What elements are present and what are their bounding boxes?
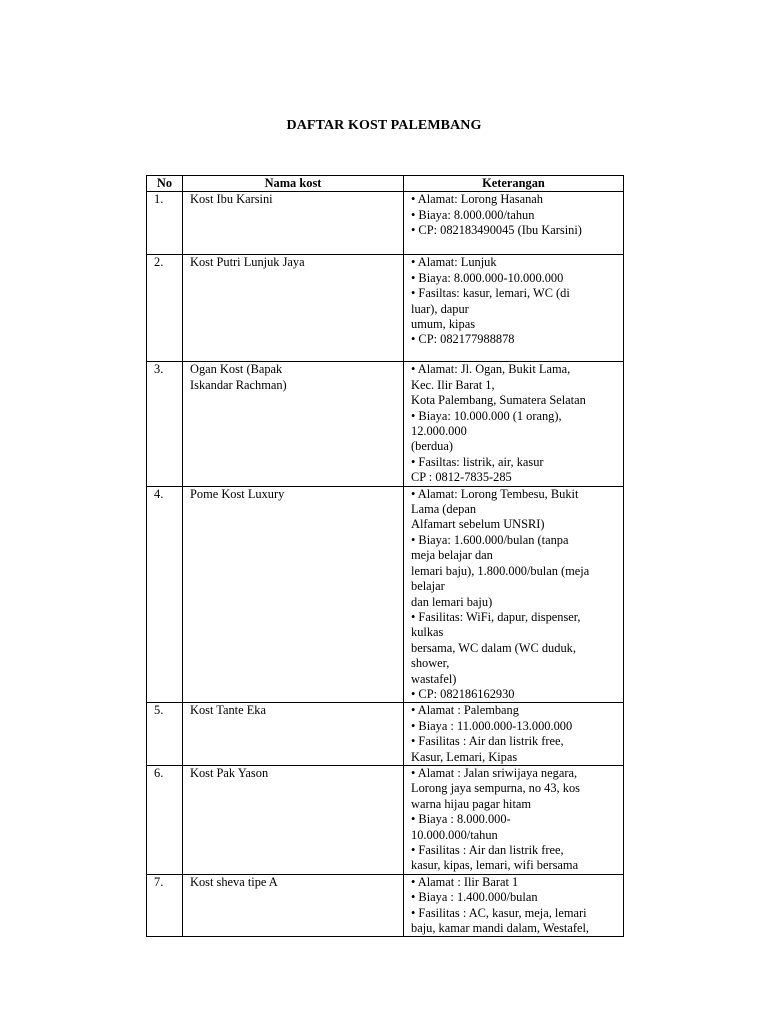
detail-line: • Alamat: Lunjuk bbox=[411, 255, 497, 270]
detail-line: • Biaya: 10.000.000 (1 orang), bbox=[411, 408, 562, 423]
table-header-row bbox=[147, 176, 624, 192]
detail-line: shower, bbox=[411, 656, 450, 671]
kost-name bbox=[183, 362, 404, 486]
detail-line: • Biaya : 11.000.000-13.000.000 bbox=[411, 718, 573, 733]
kost-details bbox=[404, 703, 624, 766]
document-title: DAFTAR KOST PALEMBANG bbox=[286, 118, 482, 133]
kost-name bbox=[183, 765, 404, 874]
detail-line: • Biaya: 8.000.000-10.000.000 bbox=[411, 270, 564, 285]
detail-line: • Fasilitas : Air dan listrik free, bbox=[411, 734, 564, 749]
detail-line: • Fasiltas: listrik, air, kasur bbox=[411, 454, 544, 469]
detail-line: 10.000.000/tahun bbox=[411, 827, 498, 842]
detail-line: • Biaya: 1.600.000/bulan (tanpa bbox=[411, 532, 569, 547]
detail-line: bersama, WC dalam (WC duduk, bbox=[411, 640, 576, 655]
kost-details bbox=[404, 362, 624, 486]
detail-line: Alfamart sebelum UNSRI) bbox=[411, 517, 545, 532]
detail-line: • Alamat: Lorong Hasanah bbox=[411, 192, 543, 207]
detail-line: CP : 0812-7835-285 bbox=[411, 470, 512, 485]
detail-line: • Alamat : Ilir Barat 1 bbox=[411, 874, 519, 889]
table-row bbox=[147, 192, 624, 255]
detail-line: baju, kamar mandi dalam, Westafel, bbox=[411, 921, 590, 936]
table-row bbox=[147, 255, 624, 362]
detail-line: wastafel) bbox=[411, 671, 457, 686]
kost-details bbox=[404, 255, 624, 362]
detail-line: Lama (depan bbox=[411, 502, 477, 517]
row-number: 4. bbox=[147, 486, 183, 703]
kost-table bbox=[146, 175, 624, 937]
detail-line: • Fasilitas: WiFi, dapur, dispenser, bbox=[411, 609, 581, 624]
detail-line: umum, kipas bbox=[411, 317, 476, 332]
detail-line: dan lemari baju) bbox=[411, 594, 493, 609]
detail-line: • Fasilitas : AC, kasur, meja, lemari bbox=[411, 905, 587, 920]
header-keterangan: Keterangan bbox=[404, 176, 624, 192]
detail-line: Kota Palembang, Sumatera Selatan bbox=[411, 393, 586, 408]
detail-line: Kec. Ilir Barat 1, bbox=[411, 377, 495, 392]
row-number: 1. bbox=[147, 192, 183, 255]
row-number: 5. bbox=[147, 703, 183, 766]
kost-name bbox=[183, 874, 404, 937]
detail-line: • Biaya : 1.400.000/bulan bbox=[411, 890, 538, 905]
detail-line: • Alamat : Jalan sriwijaya negara, bbox=[411, 765, 578, 780]
kost-name-line: Kost Putri Lunjuk Jaya bbox=[190, 255, 305, 270]
detail-line: • Alamat : Palembang bbox=[411, 703, 519, 718]
kost-name-line: Kost Pak Yason bbox=[190, 765, 269, 780]
detail-line: Kasur, Lemari, Kipas bbox=[411, 749, 518, 764]
detail-line: • Fasiltas: kasur, lemari, WC (di bbox=[411, 286, 570, 301]
detail-line: 12.000.000 bbox=[411, 424, 467, 439]
row-number: 7. bbox=[147, 874, 183, 937]
kost-details bbox=[404, 486, 624, 703]
kost-name bbox=[183, 255, 404, 362]
kost-name-line: Pome Kost Luxury bbox=[190, 486, 285, 501]
kost-details bbox=[404, 765, 624, 874]
detail-line: lemari baju), 1.800.000/bulan (meja bbox=[411, 563, 590, 578]
row-number: 2. bbox=[147, 255, 183, 362]
detail-line: (berdua) bbox=[411, 439, 453, 454]
kost-name bbox=[183, 192, 404, 255]
detail-line: • CP: 082177988878 bbox=[411, 332, 515, 347]
detail-line: Lorong jaya sempurna, no 43, kos bbox=[411, 781, 580, 796]
detail-line: • Biaya: 8.000.000/tahun bbox=[411, 207, 535, 222]
kost-name-line: Kost sheva tipe A bbox=[190, 874, 278, 889]
row-number: 3. bbox=[147, 362, 183, 486]
detail-line: • CP: 082183490045 (Ibu Karsini) bbox=[411, 223, 582, 238]
row-number: 6. bbox=[147, 765, 183, 874]
header-no: No bbox=[147, 176, 183, 192]
detail-line: • Biaya : 8.000.000- bbox=[411, 812, 511, 827]
header-nama-kost: Nama kost bbox=[183, 176, 404, 192]
kost-name-line: Kost Tante Eka bbox=[190, 703, 266, 718]
kost-details bbox=[404, 192, 624, 255]
detail-line: • CP: 082186162930 bbox=[411, 686, 515, 701]
table-row bbox=[147, 362, 624, 486]
table-row bbox=[147, 874, 624, 937]
kost-name-line: Iskandar Rachman) bbox=[190, 377, 287, 392]
kost-details bbox=[404, 874, 624, 937]
detail-line: • Alamat: Jl. Ogan, Bukit Lama, bbox=[411, 362, 571, 377]
detail-line: kasur, kipas, lemari, wifi bersama bbox=[411, 858, 579, 873]
detail-line: belajar bbox=[411, 579, 445, 594]
detail-line: warna hijau pagar hitam bbox=[411, 796, 532, 811]
table-row bbox=[147, 486, 624, 703]
table-row bbox=[147, 703, 624, 766]
detail-line: kulkas bbox=[411, 625, 444, 640]
kost-name-line: Ogan Kost (Bapak bbox=[190, 362, 283, 377]
table-row bbox=[147, 765, 624, 874]
detail-line: luar), dapur bbox=[411, 301, 469, 316]
detail-line: • Fasilitas : Air dan listrik free, bbox=[411, 843, 564, 857]
detail-line: • Alamat: Lorong Tembesu, Bukit bbox=[411, 486, 579, 501]
kost-name bbox=[183, 486, 404, 703]
kost-name-line: Kost Ibu Karsini bbox=[190, 192, 273, 207]
kost-name bbox=[183, 703, 404, 766]
detail-line: meja belajar dan bbox=[411, 548, 493, 563]
